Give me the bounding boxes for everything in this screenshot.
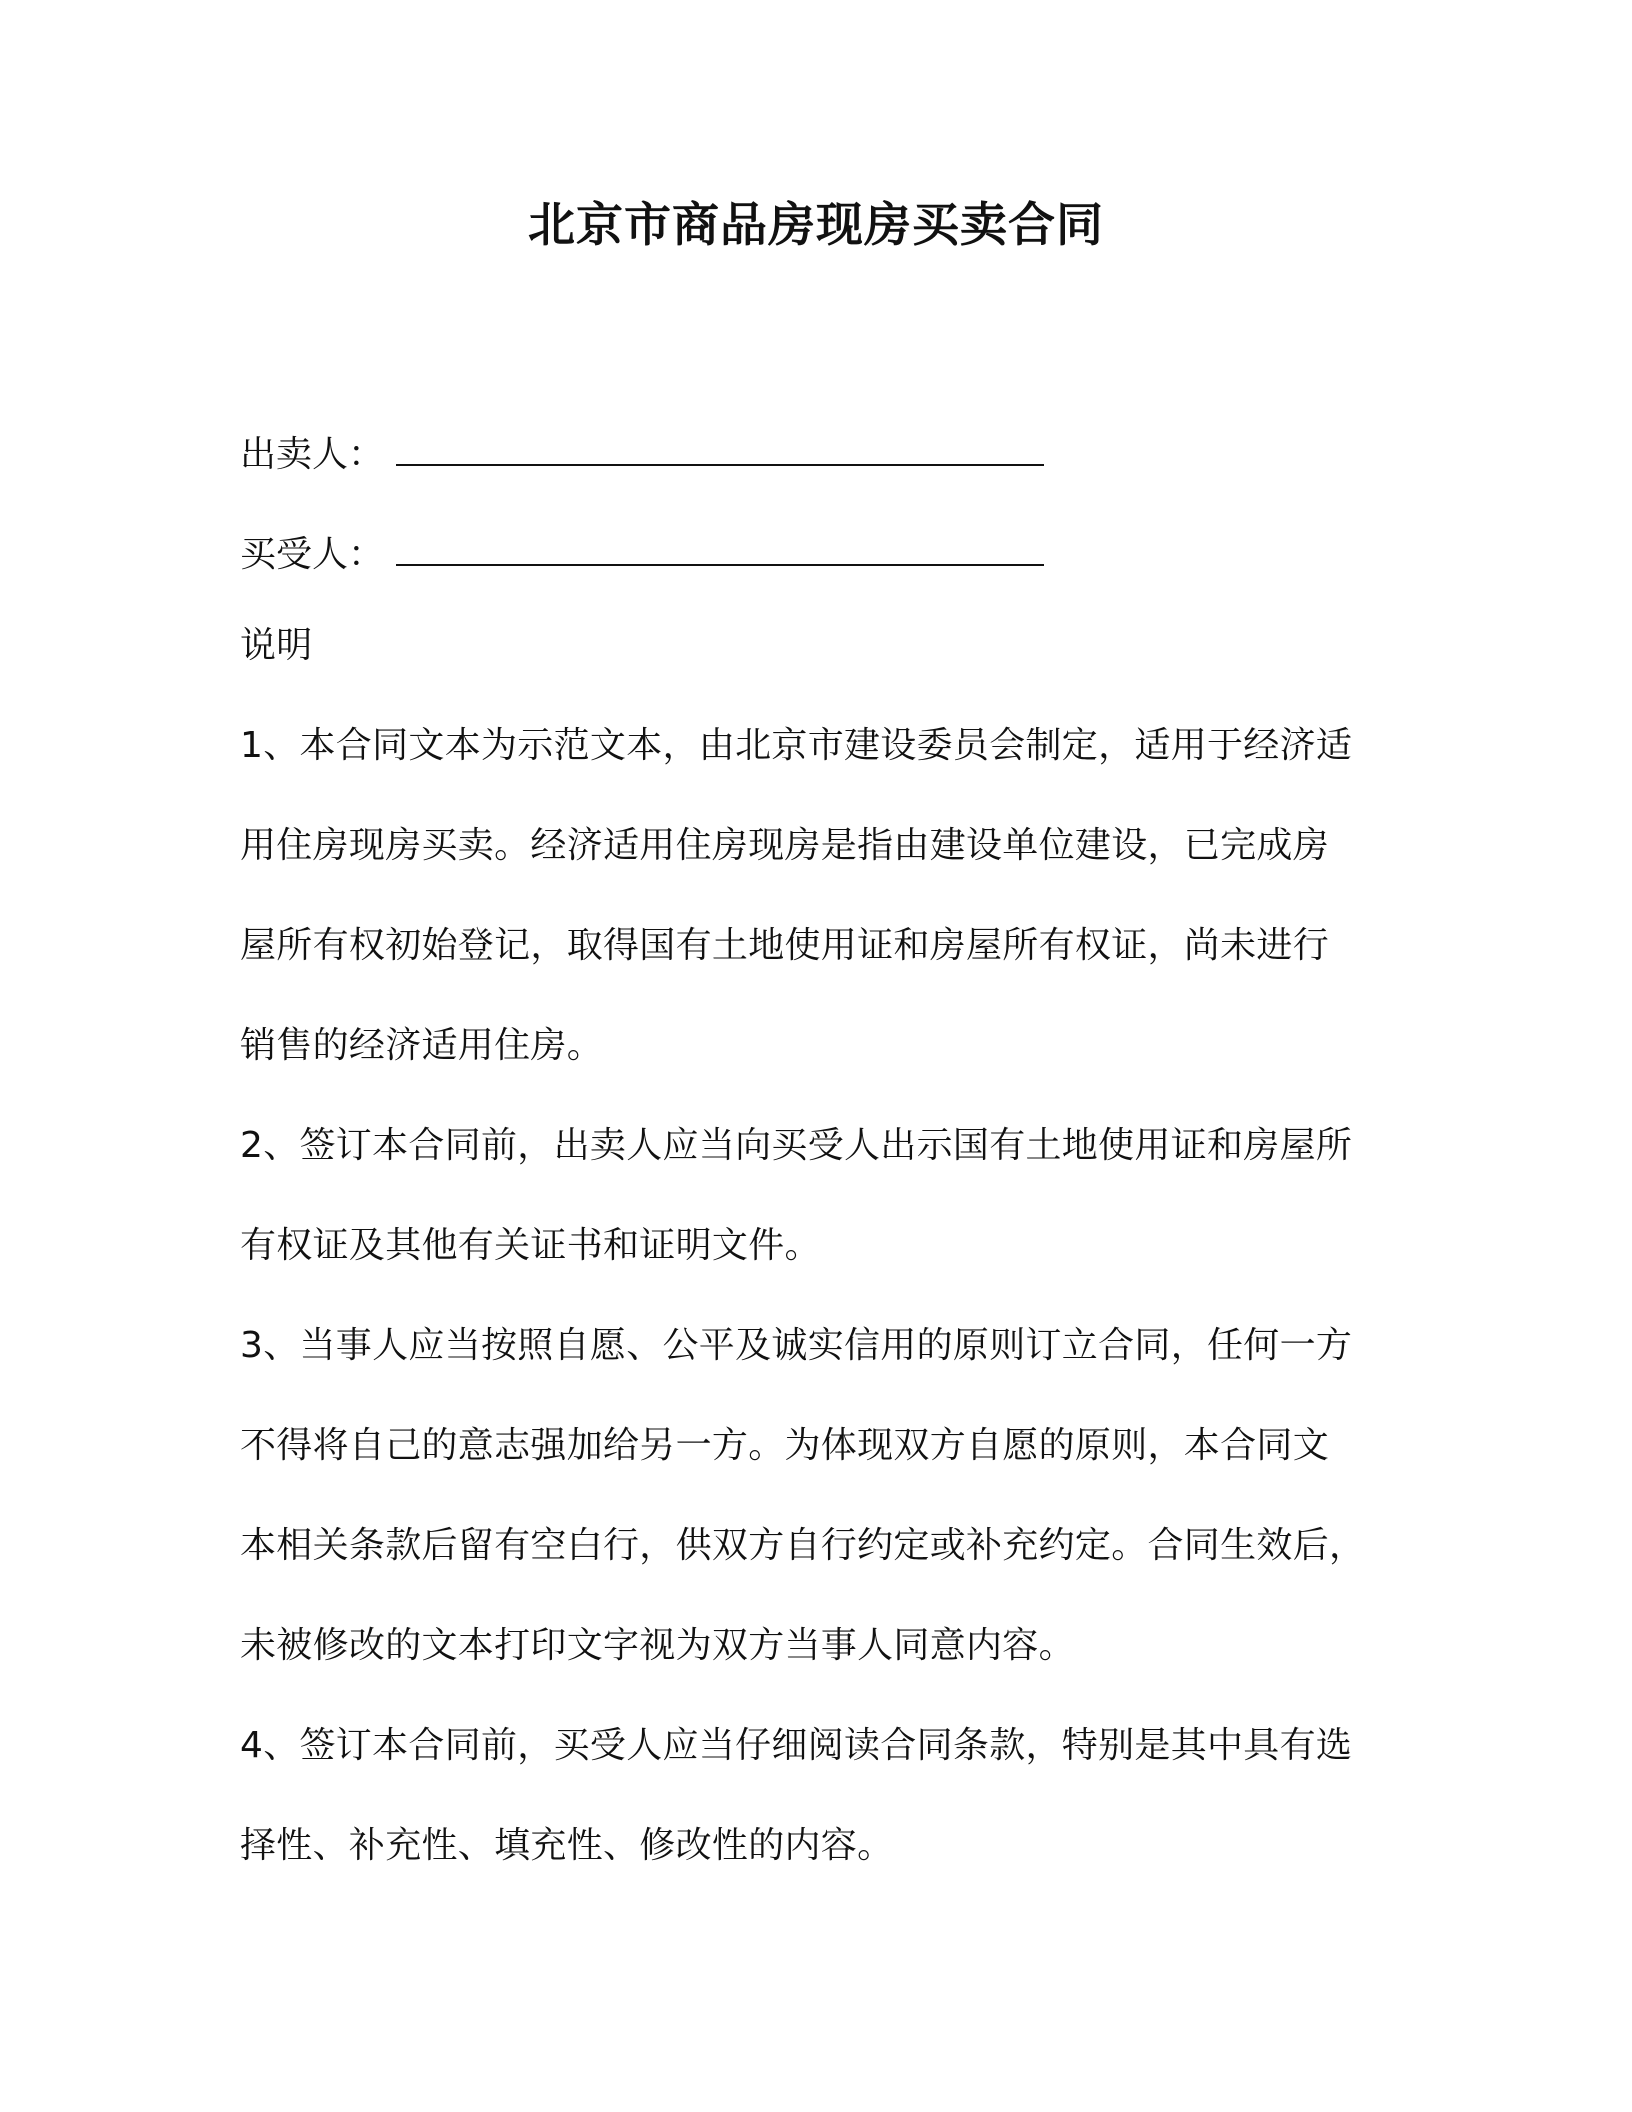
paragraph-line: 1、本合同文本为示范文本，由北京市建设委员会制定，适用于经济适: [240, 725, 1353, 766]
paragraph-line: 有权证及其他有关证书和证明文件。: [240, 1225, 821, 1266]
buyer-field: [240, 524, 1044, 581]
paragraph-line: 本相关条款后留有空白行，供双方自行约定或补充约定。合同生效后，: [240, 1525, 1366, 1566]
buyer-label: 买受人：: [240, 534, 385, 575]
paragraph-line: 未被修改的文本打印文字视为双方当事人同意内容。: [240, 1625, 1075, 1666]
paragraph-line: 择性、补充性、填充性、修改性的内容。: [240, 1825, 894, 1866]
section-heading: 说明: [240, 625, 313, 666]
paragraph-line: 3、当事人应当按照自愿、公平及诚实信用的原则订立合同，任何一方: [240, 1325, 1353, 1366]
seller-blank-line: [396, 424, 1044, 466]
paragraph-line: 用住房现房买卖。经济适用住房现房是指由建设单位建设，已完成房: [240, 825, 1330, 866]
paragraph-line: 2、签订本合同前，出卖人应当向买受人出示国有土地使用证和房屋所: [240, 1125, 1353, 1166]
paragraph-line: 屋所有权初始登记，取得国有土地使用证和房屋所有权证，尚未进行: [240, 925, 1330, 966]
paragraph-line: 4、签订本合同前，买受人应当仔细阅读合同条款，特别是其中具有选: [240, 1725, 1353, 1766]
buyer-blank-line: [396, 524, 1044, 566]
seller-field: [240, 424, 1044, 481]
paragraph-line: 不得将自己的意志强加给另一方。为体现双方自愿的原则，本合同文: [240, 1425, 1330, 1466]
paragraph-line: 销售的经济适用住房。: [240, 1025, 604, 1066]
document-title: 北京市商品房现房买卖合同: [528, 198, 1104, 253]
seller-label: 出卖人：: [240, 434, 385, 475]
